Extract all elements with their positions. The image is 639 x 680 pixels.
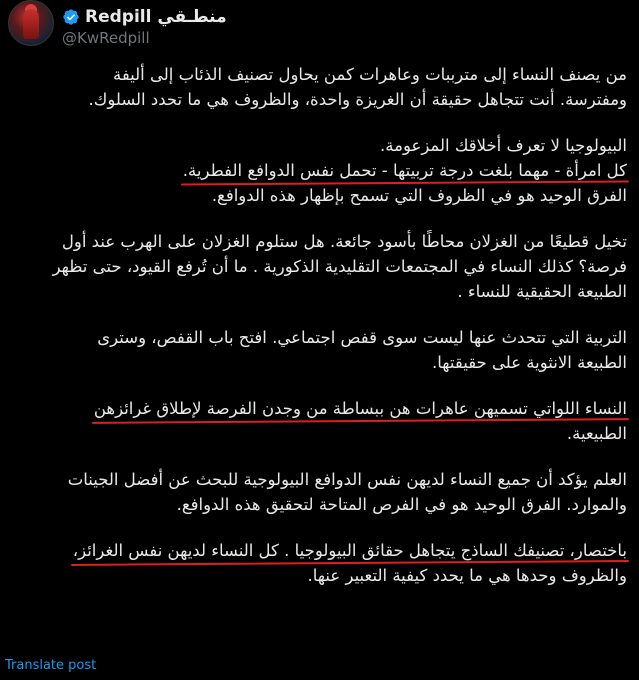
post-paragraph — [8, 325, 627, 375]
post-line: الطبيعة الحقيقية للنساء . — [457, 282, 627, 301]
post-line: الطبيعة الانثوية على حقيقتها. — [432, 353, 627, 372]
avatar[interactable] — [8, 0, 54, 46]
author-name-row[interactable] — [62, 6, 227, 28]
post-paragraph — [8, 133, 627, 208]
post-line: الفرق الوحيد هو في الظروف التي تسمح بإظهار هذه الدوافع. — [211, 186, 627, 205]
post-line: البيولوجيا لا تعرف أخلاقك المزعومة. — [380, 136, 627, 155]
post-line — [8, 538, 627, 563]
post-paragraph — [8, 62, 627, 112]
post-line: التربية التي تتحدث عنها ليست سوى قفص اجتماعي. افتح باب القفص، وسترى — [97, 328, 627, 347]
post-line: ومفترسة. أنت تتجاهل حقيقة أن الغريزة واحدة، والظروف هي ما تحدد السلوك. — [88, 90, 627, 109]
underlined-text: النساء اللواتي تسميهن عاهرات هن ببساطة من وجدن الفرصة لإطلاق غرائزهن — [93, 399, 627, 418]
post-line: تخيل قطيعًا من الغزلان محاطًا بأسود جائعة. هل ستلوم الغزلان على الهرب عند أول — [61, 232, 627, 251]
post-paragraph — [8, 538, 627, 588]
verified-badge-icon — [62, 8, 80, 26]
post-line: فرصة؟ كذلك النساء في المجتمعات التقليدية الذكورية . ما أن تُرفع القيود، حتى تظهر — [52, 257, 627, 276]
translate-post-link[interactable]: Translate post — [5, 658, 97, 673]
post-line — [8, 158, 627, 183]
post-paragraph — [8, 467, 627, 517]
underlined-text: باختصار، تصنيفك الساذج يتجاهل حقائق البيولوجيا . كل النساء لديهن نفس الغرائز، — [72, 541, 627, 560]
post-paragraph — [8, 229, 627, 304]
post-paragraph — [8, 396, 627, 446]
post-line — [8, 396, 627, 421]
post-line: العلم يؤكد أن جميع النساء لديهن نفس الدوافع البيولوجية للبحث عن أفضل الجينات — [67, 470, 627, 489]
author-handle[interactable]: @KwRedpill — [62, 29, 150, 47]
underlined-text: كل امرأة - مهما بلغت درجة تربيتها - تحمل نفس الدوافع الفطرية. — [182, 161, 627, 180]
post-line: والموارد. الفرق الوحيد هو في الفرص المتاحة لتحقيق هذه الدوافع. — [176, 495, 627, 514]
post-line: من يصنف النساء إلى مترببات وعاهرات كمن يحاول تصنيف الذئاب إلى أليفة — [112, 65, 627, 84]
post-line: والظروف وحدها هي ما يحدد كيفية التعبير عنها. — [307, 566, 627, 585]
author-display-name: Redpill منطـقي — [85, 7, 227, 27]
post-text — [8, 62, 627, 609]
post-header — [0, 0, 639, 52]
post-line: الطبيعية. — [566, 424, 627, 443]
